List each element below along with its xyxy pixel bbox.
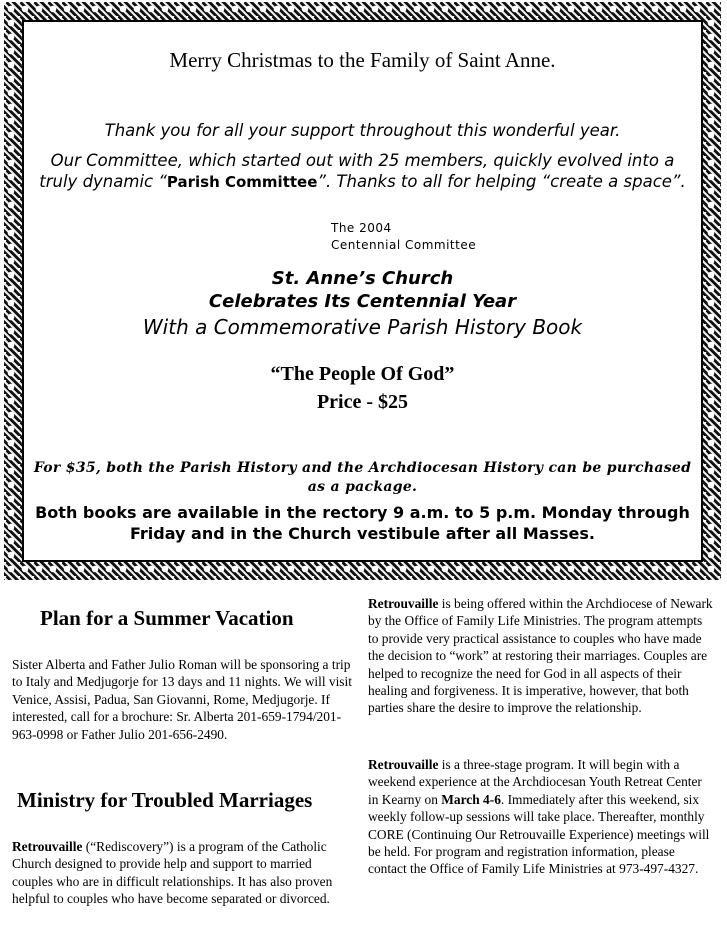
parish-committee-bold: Parish Committee: [166, 173, 318, 191]
signature: [331, 220, 476, 254]
committee-text-post: ”. Thanks to all for helping “create a space”.: [317, 172, 686, 191]
centennial-title: [24, 267, 701, 313]
committee-text-pre: Our Committee, which started out with 25 members, quickly evolved into a truly dynamic “: [39, 151, 675, 191]
ministry-text: (“Rediscovery”) is a program of the Catholic Church designed to provide help and support to married couples who are in difficult relationships. It has also proven helpful to couples who have become separated or divorced.: [12, 839, 333, 907]
retrouvaille-text-2a: is a three-stage program. It will begin with a weekend experience at the Archdiocesan Youth Retreat Center in Kearny on: [368, 757, 702, 807]
signature-line-2: Centennial Committee: [331, 238, 477, 252]
thanks-line: Thank you for all your support throughout this wonderful year.: [104, 121, 621, 140]
centennial-line-2: Celebrates Its Centennial Year: [208, 291, 517, 312]
book-title: “The People Of God”: [270, 363, 455, 385]
retrouvaille-bold-1: Retrouvaille: [368, 596, 439, 611]
vacation-heading: Plan for a Summer Vacation: [40, 606, 294, 630]
vacation-paragraph: Sister Alberta and Father Julio Roman will be sponsoring a trip to Italy and Medjugorje for 13 days and 11 nights. We will visit Venice, Assisi, Padua, San Giovanni, Rome, Medjugorje. If interested, call for a brochure: Sr. Alberta 201-659-1794/201-963-0998 or Father Julio 201-656-2490.: [12, 657, 352, 742]
retrouvaille-offering: [368, 595, 714, 717]
book-info: [24, 360, 701, 416]
vacation-body: [12, 656, 353, 743]
retrouvaille-paragraph-1: [368, 595, 714, 717]
retreat-date: March 4-6: [441, 791, 501, 807]
ministry-heading: Ministry for Troubled Marriages: [17, 788, 313, 812]
book-price: Price - $25: [316, 391, 409, 413]
retrouvaille-stages: [368, 756, 714, 878]
signature-line-1: The 2004: [331, 221, 392, 235]
availability-text: Both books are available in the rectory 9 a.m. to 5 p.m. Monday through Friday and in the Church vestibule after all Masses.: [35, 503, 690, 543]
package-offer: For $35, both the Parish History and the Archdiocesan History can be purchased as a package.: [33, 460, 692, 495]
christmas-heading: Merry Christmas to the Family of Saint Anne.: [169, 48, 556, 72]
banner-box: [22, 20, 703, 562]
decorative-border: [4, 2, 721, 580]
ministry-paragraph: [12, 838, 353, 908]
retrouvaille-bold-2: Retrouvaille: [368, 757, 439, 772]
retrouvaille-bold: Retrouvaille: [12, 839, 83, 854]
committee-text: [32, 150, 693, 193]
retrouvaille-paragraph-2: [368, 756, 714, 878]
retrouvaille-text-2b: . Immediately after this weekend, six weekly follow-up sessions will take place. Thereafter, monthly CORE (Continuing Our Retrouvaille Experience) meetings will be held. For program and registration information, please contact the Office of Family Life Ministries at 973-497-4327.: [368, 791, 710, 877]
centennial-line-3: With a Commemorative Parish History Book: [142, 315, 583, 339]
ministry-body: [12, 838, 353, 908]
retrouvaille-text-1: is being offered within the Archdiocese of Newark by the Office of Family Life Ministries. The program attempts to provide very practical assistance to couples who have made the decision to “work” at restoring their marriages. Couples are helped to recognize the need for God in all aspects of their healing and forgiveness. It is imperative, however, that both parties share the desire to improve the relationship.: [368, 596, 713, 716]
centennial-line-1: St. Anne’s Church: [271, 268, 454, 289]
